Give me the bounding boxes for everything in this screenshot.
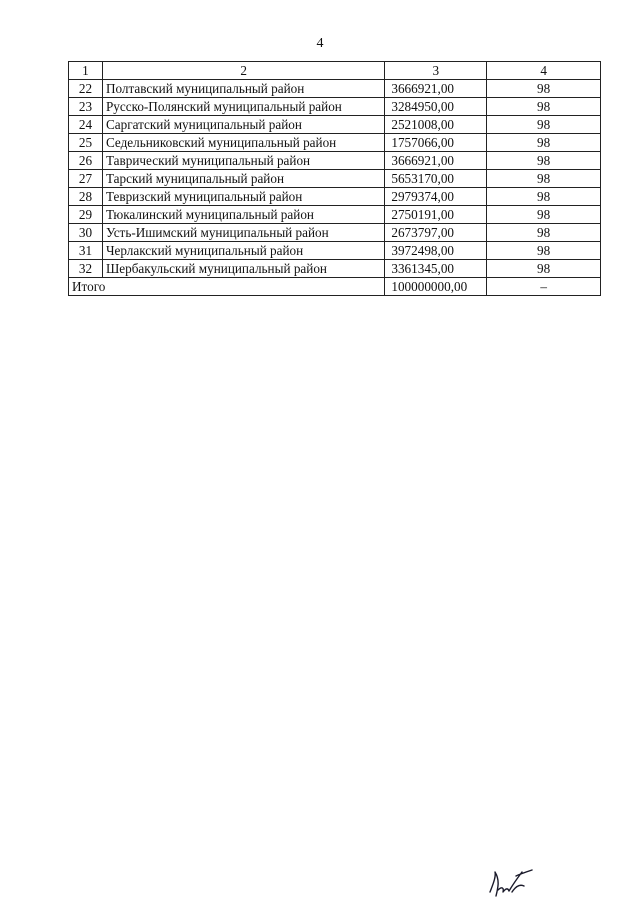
amount: 2750191,00	[385, 206, 487, 224]
table-row	[69, 224, 601, 242]
amount: 3666921,00	[385, 80, 487, 98]
percent: 98	[487, 206, 601, 224]
percent: 98	[487, 116, 601, 134]
total-pct: –	[487, 278, 601, 296]
table-row	[69, 260, 601, 278]
table-row	[69, 80, 601, 98]
table-body	[69, 80, 601, 278]
table-row	[69, 170, 601, 188]
amount: 2979374,00	[385, 188, 487, 206]
district-name: Таврический муниципальный район	[102, 152, 384, 170]
page-number: 4	[316, 36, 324, 51]
district-name: Черлакский муниципальный район	[102, 242, 384, 260]
row-number: 22	[69, 80, 103, 98]
amount: 3666921,00	[385, 152, 487, 170]
header-col-3: 3	[385, 62, 487, 80]
table-row	[69, 134, 601, 152]
row-number: 30	[69, 224, 103, 242]
row-number: 32	[69, 260, 103, 278]
percent: 98	[487, 134, 601, 152]
amount: 3972498,00	[385, 242, 487, 260]
amount: 2673797,00	[385, 224, 487, 242]
district-name: Тевризский муниципальный район	[102, 188, 384, 206]
amount: 3284950,00	[385, 98, 487, 116]
percent: 98	[487, 242, 601, 260]
district-name: Усть-Ишимский муниципальный район	[102, 224, 384, 242]
header-col-4: 4	[487, 62, 601, 80]
amount: 2521008,00	[385, 116, 487, 134]
district-name: Шербакульский муниципальный район	[102, 260, 384, 278]
row-number: 28	[69, 188, 103, 206]
district-name: Саргатский муниципальный район	[102, 116, 384, 134]
percent: 98	[487, 80, 601, 98]
percent: 98	[487, 170, 601, 188]
header-col-2: 2	[102, 62, 384, 80]
total-label: Итого	[69, 278, 385, 296]
amount: 3361345,00	[385, 260, 487, 278]
total-amount: 100000000,00	[385, 278, 487, 296]
row-number: 23	[69, 98, 103, 116]
table-row	[69, 116, 601, 134]
amount: 5653170,00	[385, 170, 487, 188]
amount: 1757066,00	[385, 134, 487, 152]
percent: 98	[487, 224, 601, 242]
table-header-row	[69, 62, 601, 80]
row-number: 26	[69, 152, 103, 170]
handwritten-signature	[486, 862, 536, 902]
percent: 98	[487, 98, 601, 116]
percent: 98	[487, 260, 601, 278]
percent: 98	[487, 152, 601, 170]
row-number: 25	[69, 134, 103, 152]
district-name: Тарский муниципальный район	[102, 170, 384, 188]
district-name: Тюкалинский муниципальный район	[102, 206, 384, 224]
row-number: 29	[69, 206, 103, 224]
row-number: 24	[69, 116, 103, 134]
row-number: 31	[69, 242, 103, 260]
allocation-table	[68, 61, 601, 296]
row-number: 27	[69, 170, 103, 188]
table-row	[69, 206, 601, 224]
table-row	[69, 152, 601, 170]
percent: 98	[487, 188, 601, 206]
header-col-1: 1	[69, 62, 103, 80]
district-name: Седельниковский муниципальный район	[102, 134, 384, 152]
table-row	[69, 188, 601, 206]
total-row	[69, 278, 601, 296]
district-name: Полтавский муниципальный район	[102, 80, 384, 98]
table-row	[69, 98, 601, 116]
district-name: Русско-Полянский муниципальный район	[102, 98, 384, 116]
table-row	[69, 242, 601, 260]
